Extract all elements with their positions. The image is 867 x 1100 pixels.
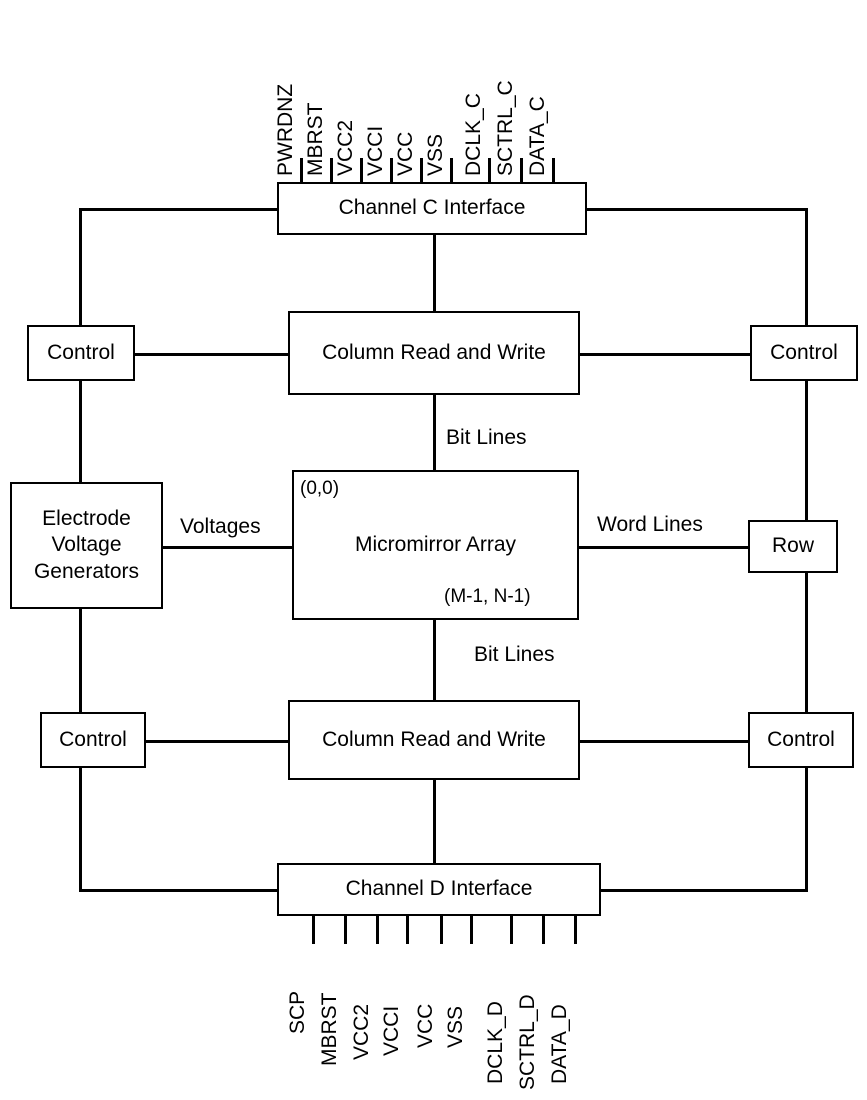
- block-control-top-left[interactable]: [27, 325, 135, 381]
- top-pin-label-mbrst: MBRST: [304, 102, 327, 176]
- column-bottom-to-control-br: [578, 740, 748, 743]
- block-control-bottom-left[interactable]: [40, 712, 146, 768]
- block-control-top-right[interactable]: [750, 325, 858, 381]
- bottom-pin-stub-2: [344, 916, 347, 944]
- top-pin-label-vcc: VCC: [394, 131, 417, 176]
- top-pin-label-data-c: DATA_C: [526, 96, 549, 176]
- column-bottom-to-channel-d: [433, 779, 436, 863]
- block-control-bottom-right[interactable]: [748, 712, 854, 768]
- block-column-read-write-top-label: Column Read and Write: [322, 340, 546, 364]
- block-channel-d-interface[interactable]: [277, 863, 601, 916]
- top-pin-label-pwrdnz: PWRDNZ: [274, 83, 297, 176]
- array-to-column-bottom: [433, 619, 436, 702]
- top-pin-label-vcc2: VCC2: [334, 119, 357, 176]
- block-column-read-write-bottom-label: Column Read and Write: [322, 727, 546, 751]
- bottom-pin-label-vss: VSS: [444, 1005, 467, 1048]
- bottom-pin-stub-6: [470, 916, 473, 944]
- block-electrode-voltage-generators[interactable]: [10, 482, 163, 609]
- bottom-pin-label-vcc2: VCC2: [350, 1003, 373, 1060]
- bottom-pin-label-mbrst: MBRST: [318, 992, 341, 1066]
- block-row[interactable]: [748, 520, 838, 573]
- channel-c-right-connector: [584, 208, 808, 211]
- control-bl-to-column-bottom: [145, 740, 295, 743]
- block-row-label: Row: [771, 534, 814, 558]
- edge-label-bit-lines-bottom: Bit Lines: [471, 643, 558, 667]
- array-to-row: [578, 546, 748, 549]
- top-pin-label-dclk-c: DCLK_C: [462, 93, 485, 176]
- evg-to-array: [163, 546, 292, 549]
- edge-label-bit-lines-top: Bit Lines: [443, 426, 530, 450]
- bottom-pin-label-vcci: VCCI: [380, 1005, 403, 1056]
- top-pin-label-sctrl-c: SCTRL_C: [494, 80, 517, 176]
- column-top-to-control-tr: [578, 353, 750, 356]
- bottom-pin-stub-8: [542, 916, 545, 944]
- array-origin-label: (0,0): [300, 478, 340, 499]
- bottom-pin-label-scp: SCP: [286, 990, 309, 1034]
- block-micromirror-array-label: Micromirror Array: [355, 532, 516, 556]
- block-control-bottom-right-label: Control: [767, 727, 835, 751]
- top-pin-label-vss: VSS: [424, 133, 447, 176]
- block-column-read-write-bottom[interactable]: [288, 700, 580, 780]
- bottom-pin-label-sctrl-d: SCTRL_D: [516, 994, 539, 1090]
- edge-label-word-lines: Word Lines: [594, 513, 706, 537]
- top-pin-label-vcci: VCCI: [364, 125, 387, 176]
- block-column-read-write-top[interactable]: [288, 311, 580, 395]
- bottom-pin-label-data-d: DATA_D: [548, 1004, 571, 1084]
- channel-d-right-connector: [600, 889, 808, 892]
- edge-label-voltages: Voltages: [177, 515, 264, 539]
- bottom-pin-label-vcc: VCC: [414, 1003, 437, 1048]
- column-top-to-array: [433, 393, 436, 471]
- block-channel-c-interface-label: Channel C Interface: [338, 196, 526, 220]
- bottom-pin-label-dclk-d: DCLK_D: [484, 1001, 507, 1084]
- bottom-pin-stub-7: [510, 916, 513, 944]
- bottom-pin-stub-4: [406, 916, 409, 944]
- channel-c-to-column-top: [433, 234, 436, 312]
- block-electrode-voltage-generators-label: Electrode Voltage Generators: [33, 507, 140, 583]
- block-channel-c-interface[interactable]: [277, 182, 587, 235]
- bottom-pin-stub-3: [376, 916, 379, 944]
- bottom-pin-stub-5: [440, 916, 443, 944]
- channel-d-left-connector: [79, 889, 279, 892]
- channel-c-left-connector: [79, 208, 279, 211]
- array-end-label: (M-1, N-1): [444, 586, 531, 607]
- control-tl-to-column-top: [135, 353, 290, 356]
- block-control-top-left-label: Control: [47, 340, 115, 364]
- bottom-pin-stub-9: [574, 916, 577, 944]
- block-control-bottom-left-label: Control: [59, 727, 127, 751]
- block-channel-d-interface-label: Channel D Interface: [345, 877, 533, 901]
- bottom-pin-stub-1: [312, 916, 315, 944]
- block-control-top-right-label: Control: [770, 340, 838, 364]
